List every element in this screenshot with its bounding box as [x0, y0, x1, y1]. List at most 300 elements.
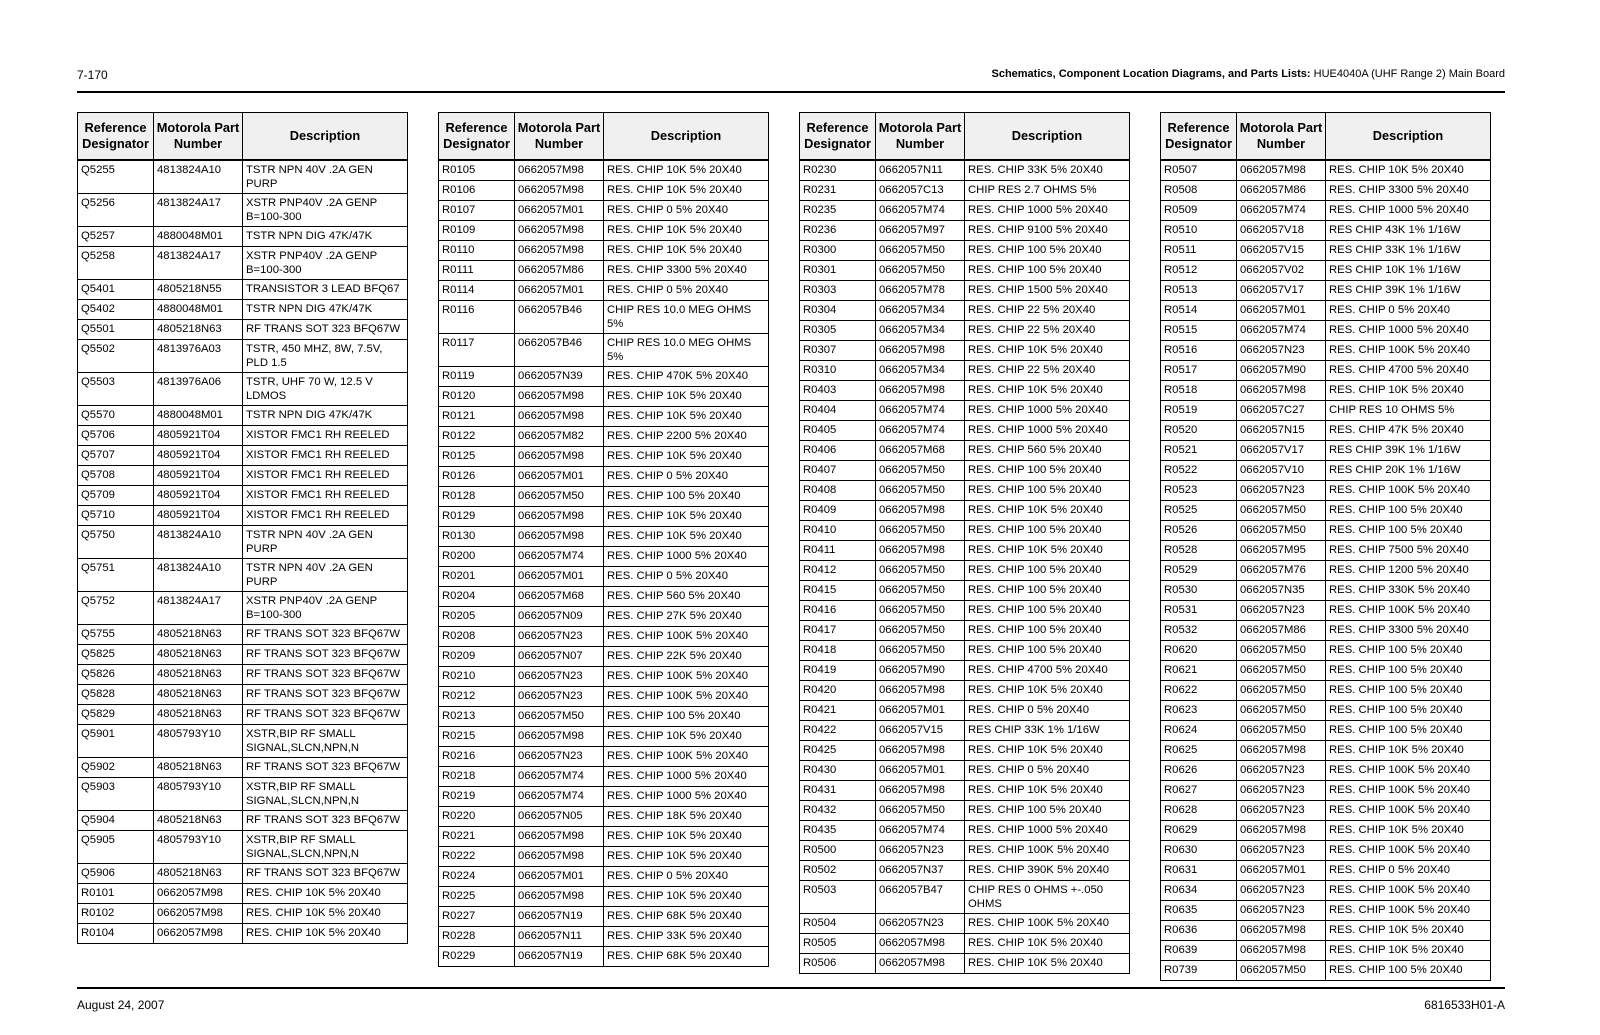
description-cell: RES. CHIP 2200 5% 20X40	[604, 427, 769, 447]
table-row	[800, 481, 1130, 501]
description-cell: RES. CHIP 100K 5% 20X40	[1326, 601, 1491, 621]
table-row	[78, 884, 408, 904]
part-number-cell: 0662057M74	[1237, 201, 1326, 221]
part-number-cell: 0662057M01	[876, 761, 965, 781]
part-number-cell: 0662057N23	[1237, 481, 1326, 501]
column-header-part-number: Motorola Part Number	[154, 113, 243, 161]
reference-cell: R0435	[800, 821, 876, 841]
part-number-cell: 0662057N05	[515, 807, 604, 827]
part-number-cell: 0662057M50	[876, 521, 965, 541]
part-number-cell: 0662057M74	[876, 201, 965, 221]
reference-cell: R0635	[1161, 901, 1237, 921]
reference-cell: R0410	[800, 521, 876, 541]
table-row	[1161, 761, 1491, 781]
reference-cell: R0526	[1161, 521, 1237, 541]
table-row	[1161, 941, 1491, 961]
table-row	[439, 301, 769, 334]
reference-cell: R0107	[439, 201, 515, 221]
footer-date: August 24, 2007	[77, 998, 165, 1012]
table-row	[439, 201, 769, 221]
part-number-cell: 0662057M50	[1237, 661, 1326, 681]
description-cell: RES. CHIP 560 5% 20X40	[604, 587, 769, 607]
table-row	[439, 221, 769, 241]
description-cell: XSTR PNP40V .2A GENP B=100-300	[243, 592, 408, 625]
reference-cell: R0208	[439, 627, 515, 647]
table-row	[1161, 181, 1491, 201]
description-cell: RES. CHIP 100 5% 20X40	[965, 641, 1130, 661]
reference-cell: R0432	[800, 801, 876, 821]
table-row	[800, 561, 1130, 581]
reference-cell: R0519	[1161, 401, 1237, 421]
description-cell: RES CHIP 10K 1% 1/16W	[1326, 261, 1491, 281]
reference-cell: R0114	[439, 281, 515, 301]
reference-cell: R0129	[439, 507, 515, 527]
table-row	[1161, 861, 1491, 881]
table-row	[1161, 661, 1491, 681]
reference-cell: Q5255	[78, 160, 154, 194]
description-cell: RES. CHIP 100 5% 20X40	[965, 521, 1130, 541]
description-cell: RES. CHIP 1000 5% 20X40	[604, 547, 769, 567]
reference-cell: R0508	[1161, 181, 1237, 201]
part-number-cell: 4813976A06	[154, 373, 243, 406]
part-number-cell: 0662057M74	[515, 787, 604, 807]
reference-cell: R0204	[439, 587, 515, 607]
part-number-cell: 0662057N23	[876, 841, 965, 861]
part-number-cell: 0662057M98	[876, 934, 965, 954]
part-number-cell: 0662057M86	[515, 261, 604, 281]
part-number-cell: 0662057M98	[515, 847, 604, 867]
part-number-cell: 0662057M01	[1237, 861, 1326, 881]
description-cell: RES. CHIP 100 5% 20X40	[1326, 701, 1491, 721]
description-cell: RES. CHIP 1000 5% 20X40	[965, 421, 1130, 441]
table-row	[800, 421, 1130, 441]
part-number-cell: 0662057N35	[1237, 581, 1326, 601]
table-row	[1161, 321, 1491, 341]
table-row	[800, 541, 1130, 561]
part-number-cell: 4813824A10	[154, 526, 243, 559]
part-number-cell: 0662057M50	[515, 487, 604, 507]
description-cell: RES. CHIP 10K 5% 20X40	[604, 387, 769, 407]
description-cell: RES. CHIP 10K 5% 20X40	[604, 181, 769, 201]
description-cell: RES. CHIP 10K 5% 20X40	[965, 381, 1130, 401]
description-cell: RES. CHIP 1000 5% 20X40	[1326, 201, 1491, 221]
part-number-cell: 0662057M74	[1237, 321, 1326, 341]
part-number-cell: 4813824A17	[154, 247, 243, 280]
description-cell: TSTR NPN 40V .2A GEN PURP	[243, 160, 408, 194]
description-cell: RES. CHIP 100 5% 20X40	[965, 561, 1130, 581]
reference-cell: R0621	[1161, 661, 1237, 681]
description-cell: RES. CHIP 100K 5% 20X40	[965, 841, 1130, 861]
table-row	[78, 559, 408, 592]
description-cell: CHIP RES 10.0 MEG OHMS 5%	[604, 301, 769, 334]
table-row	[78, 486, 408, 506]
table-header-row	[439, 113, 769, 161]
description-cell: XSTR PNP40V .2A GENP B=100-300	[243, 194, 408, 227]
part-number-cell: 0662057M01	[515, 567, 604, 587]
description-cell: RES. CHIP 22 5% 20X40	[965, 301, 1130, 321]
description-cell: RES. CHIP 10K 5% 20X40	[604, 507, 769, 527]
description-cell: RES. CHIP 100K 5% 20X40	[1326, 481, 1491, 501]
table-row	[800, 521, 1130, 541]
reference-cell: Q5905	[78, 831, 154, 864]
part-number-cell: 0662057M50	[876, 261, 965, 281]
reference-cell: R0518	[1161, 381, 1237, 401]
reference-cell: R0520	[1161, 421, 1237, 441]
reference-cell: R0517	[1161, 361, 1237, 381]
part-number-cell: 0662057M50	[876, 461, 965, 481]
part-number-cell: 0662057C27	[1237, 401, 1326, 421]
part-number-cell: 0662057M98	[515, 727, 604, 747]
table-row	[439, 387, 769, 407]
description-cell: RES. CHIP 9100 5% 20X40	[965, 221, 1130, 241]
table-row	[800, 381, 1130, 401]
description-cell: RES. CHIP 22 5% 20X40	[965, 361, 1130, 381]
parts-table-2	[438, 112, 769, 967]
reference-cell: Q5257	[78, 227, 154, 247]
table-row	[800, 781, 1130, 801]
description-cell: RES. CHIP 100K 5% 20X40	[604, 687, 769, 707]
description-cell: RES. CHIP 1000 5% 20X40	[604, 787, 769, 807]
description-cell: RES. CHIP 10K 5% 20X40	[965, 341, 1130, 361]
reference-cell: Q5501	[78, 320, 154, 340]
part-number-cell: 4805793Y10	[154, 831, 243, 864]
description-cell: RES CHIP 33K 1% 1/16W	[965, 721, 1130, 741]
part-number-cell: 0662057M98	[515, 221, 604, 241]
table-row	[1161, 821, 1491, 841]
description-cell: XSTR,BIP RF SMALL SIGNAL,SLCN,NPN,N	[243, 831, 408, 864]
description-cell: RES. CHIP 10K 5% 20X40	[604, 527, 769, 547]
part-number-cell: 0662057M97	[876, 221, 965, 241]
part-number-cell: 0662057M01	[515, 867, 604, 887]
table-row	[1161, 641, 1491, 661]
description-cell: RES. CHIP 100 5% 20X40	[1326, 521, 1491, 541]
description-cell: RES. CHIP 0 5% 20X40	[1326, 861, 1491, 881]
reference-cell: R0231	[800, 181, 876, 201]
part-number-cell: 4805218N63	[154, 685, 243, 705]
description-cell: RES. CHIP 10K 5% 20X40	[965, 934, 1130, 954]
part-number-cell: 0662057M50	[876, 561, 965, 581]
table-row	[78, 864, 408, 884]
part-number-cell: 0662057V15	[1237, 241, 1326, 261]
reference-cell: Q5503	[78, 373, 154, 406]
description-cell: RES. CHIP 22K 5% 20X40	[604, 647, 769, 667]
part-number-cell: 0662057N23	[515, 667, 604, 687]
part-number-cell: 0662057M98	[876, 954, 965, 974]
table-row	[78, 811, 408, 831]
reference-cell: R0639	[1161, 941, 1237, 961]
table-row	[439, 847, 769, 867]
description-cell: RES. CHIP 10K 5% 20X40	[1326, 941, 1491, 961]
table-row	[1161, 561, 1491, 581]
table-row	[78, 665, 408, 685]
part-number-cell: 0662057B46	[515, 334, 604, 367]
table-row	[78, 625, 408, 645]
part-number-cell: 0662057M76	[1237, 561, 1326, 581]
part-number-cell: 0662057M50	[876, 801, 965, 821]
reference-cell: R0739	[1161, 961, 1237, 981]
table-row	[78, 758, 408, 778]
reference-cell: Q5906	[78, 864, 154, 884]
part-number-cell: 0662057M98	[1237, 160, 1326, 181]
description-cell: XISTOR FMC1 RH REELED	[243, 426, 408, 446]
reference-cell: R0201	[439, 567, 515, 587]
reference-cell: Q5402	[78, 300, 154, 320]
reference-cell: Q5256	[78, 194, 154, 227]
part-number-cell: 4805921T04	[154, 506, 243, 526]
reference-cell: R0221	[439, 827, 515, 847]
description-cell: XISTOR FMC1 RH REELED	[243, 486, 408, 506]
reference-cell: R0230	[800, 160, 876, 181]
part-number-cell: 0662057M74	[515, 547, 604, 567]
part-number-cell: 0662057M86	[1237, 181, 1326, 201]
header-rule	[77, 91, 1505, 93]
table-row	[1161, 281, 1491, 301]
table-row	[78, 300, 408, 320]
part-number-cell: 0662057N19	[515, 907, 604, 927]
part-number-cell: 4805218N63	[154, 645, 243, 665]
description-cell: RES. CHIP 470K 5% 20X40	[604, 367, 769, 387]
reference-cell: Q5826	[78, 665, 154, 685]
reference-cell: Q5755	[78, 625, 154, 645]
reference-cell: R0130	[439, 527, 515, 547]
description-cell: RES. CHIP 0 5% 20X40	[965, 701, 1130, 721]
part-number-cell: 0662057M98	[515, 160, 604, 181]
part-number-cell: 0662057M98	[1237, 941, 1326, 961]
part-number-cell: 4813824A10	[154, 160, 243, 194]
description-cell: RES CHIP 39K 1% 1/16W	[1326, 441, 1491, 461]
reference-cell: Q5708	[78, 466, 154, 486]
part-number-cell: 0662057M50	[1237, 681, 1326, 701]
reference-cell: R0404	[800, 401, 876, 421]
description-cell: RES. CHIP 10K 5% 20X40	[604, 447, 769, 467]
table-row	[439, 367, 769, 387]
reference-cell: R0422	[800, 721, 876, 741]
table-row	[1161, 201, 1491, 221]
reference-cell: Q5502	[78, 340, 154, 373]
table-row	[439, 947, 769, 967]
description-cell: RES. CHIP 10K 5% 20X40	[1326, 921, 1491, 941]
table-row	[439, 867, 769, 887]
part-number-cell: 4805218N63	[154, 758, 243, 778]
reference-cell: Q5707	[78, 446, 154, 466]
part-number-cell: 0662057N23	[1237, 761, 1326, 781]
table-row	[78, 406, 408, 426]
description-cell: RES. CHIP 10K 5% 20X40	[604, 827, 769, 847]
description-cell: RES. CHIP 4700 5% 20X40	[1326, 361, 1491, 381]
part-number-cell: 0662057M74	[876, 421, 965, 441]
description-cell: XSTR,BIP RF SMALL SIGNAL,SLCN,NPN,N	[243, 778, 408, 811]
part-number-cell: 4813824A10	[154, 559, 243, 592]
reference-cell: R0431	[800, 781, 876, 801]
table-row	[78, 924, 408, 944]
table-row	[78, 227, 408, 247]
reference-cell: R0225	[439, 887, 515, 907]
description-cell: TSTR NPN DIG 47K/47K	[243, 227, 408, 247]
part-number-cell: 0662057M78	[876, 281, 965, 301]
reference-cell: R0425	[800, 741, 876, 761]
table-row	[800, 261, 1130, 281]
part-number-cell: 0662057M74	[515, 767, 604, 787]
table-row	[439, 427, 769, 447]
part-number-cell: 0662057M95	[1237, 541, 1326, 561]
part-number-cell: 0662057N39	[515, 367, 604, 387]
reference-cell: R0504	[800, 914, 876, 934]
table-row	[439, 334, 769, 367]
part-number-cell: 0662057V10	[1237, 461, 1326, 481]
description-cell: RES. CHIP 100 5% 20X40	[965, 801, 1130, 821]
part-number-cell: 0662057M98	[515, 407, 604, 427]
part-number-cell: 0662057C13	[876, 181, 965, 201]
reference-cell: R0529	[1161, 561, 1237, 581]
part-number-cell: 4813824A17	[154, 592, 243, 625]
table-row	[1161, 841, 1491, 861]
table-row	[439, 647, 769, 667]
part-number-cell: 0662057N23	[1237, 781, 1326, 801]
description-cell: XSTR PNP40V .2A GENP B=100-300	[243, 247, 408, 280]
reference-cell: R0631	[1161, 861, 1237, 881]
table-row	[78, 247, 408, 280]
reference-cell: R0229	[439, 947, 515, 967]
table-header-row	[78, 113, 408, 161]
reference-cell: R0627	[1161, 781, 1237, 801]
table-row	[439, 527, 769, 547]
description-cell: TSTR NPN 40V .2A GEN PURP	[243, 559, 408, 592]
reference-cell: R0105	[439, 160, 515, 181]
part-number-cell: 0662057M50	[876, 241, 965, 261]
part-number-cell: 4805218N63	[154, 705, 243, 725]
table-row	[800, 701, 1130, 721]
part-number-cell: 4880048M01	[154, 300, 243, 320]
parts-table-4	[1160, 112, 1491, 981]
table-row	[78, 904, 408, 924]
reference-cell: R0403	[800, 381, 876, 401]
description-cell: RES. CHIP 0 5% 20X40	[604, 201, 769, 221]
description-cell: RES. CHIP 100K 5% 20X40	[1326, 801, 1491, 821]
description-cell: RES. CHIP 100K 5% 20X40	[1326, 841, 1491, 861]
reference-cell: R0101	[78, 884, 154, 904]
part-number-cell: 4805921T04	[154, 466, 243, 486]
table-row	[78, 373, 408, 406]
description-cell: RES. CHIP 100 5% 20X40	[965, 601, 1130, 621]
part-number-cell: 0662057M34	[876, 361, 965, 381]
description-cell: RES. CHIP 100 5% 20X40	[965, 481, 1130, 501]
table-row	[78, 831, 408, 864]
reference-cell: R0412	[800, 561, 876, 581]
reference-cell: R0235	[800, 201, 876, 221]
part-number-cell: 0662057N07	[515, 647, 604, 667]
description-cell: XISTOR FMC1 RH REELED	[243, 466, 408, 486]
table-row	[78, 778, 408, 811]
reference-cell: R0111	[439, 261, 515, 281]
table-row	[1161, 501, 1491, 521]
page-header-title	[991, 68, 1505, 80]
reference-cell: R0636	[1161, 921, 1237, 941]
table-row	[800, 881, 1130, 914]
table-row	[439, 887, 769, 907]
table-row	[439, 727, 769, 747]
part-number-cell: 0662057M50	[1237, 501, 1326, 521]
reference-cell: Q5570	[78, 406, 154, 426]
description-cell: RES. CHIP 100K 5% 20X40	[604, 627, 769, 647]
reference-cell: Q5751	[78, 559, 154, 592]
part-number-cell: 4805218N63	[154, 665, 243, 685]
part-number-cell: 0662057M01	[1237, 301, 1326, 321]
reference-cell: Q5750	[78, 526, 154, 559]
table-row	[800, 281, 1130, 301]
table-row	[800, 621, 1130, 641]
part-number-cell: 0662057M01	[876, 701, 965, 721]
part-number-cell: 4805218N63	[154, 625, 243, 645]
table-row	[439, 567, 769, 587]
description-cell: TSTR, 450 MHZ, 8W, 7.5V, PLD 1.5	[243, 340, 408, 373]
description-cell: TSTR NPN DIG 47K/47K	[243, 300, 408, 320]
table-row	[800, 934, 1130, 954]
part-number-cell: 0662057M50	[1237, 961, 1326, 981]
reference-cell: R0407	[800, 461, 876, 481]
table-row	[1161, 721, 1491, 741]
reference-cell: R0122	[439, 427, 515, 447]
description-cell: RES. CHIP 22 5% 20X40	[965, 321, 1130, 341]
table-row	[78, 194, 408, 227]
part-number-cell: 0662057M98	[154, 904, 243, 924]
description-cell: RES. CHIP 100 5% 20X40	[604, 487, 769, 507]
table-row	[800, 954, 1130, 974]
description-cell: RES. CHIP 100 5% 20X40	[1326, 961, 1491, 981]
table-row	[1161, 381, 1491, 401]
table-row	[78, 160, 408, 194]
description-cell: RES. CHIP 10K 5% 20X40	[604, 241, 769, 261]
reference-cell: Q5825	[78, 645, 154, 665]
table-row	[800, 441, 1130, 461]
reference-cell: R0216	[439, 747, 515, 767]
table-row	[439, 807, 769, 827]
table-row	[800, 761, 1130, 781]
description-cell: RES. CHIP 7500 5% 20X40	[1326, 541, 1491, 561]
part-number-cell: 0662057V15	[876, 721, 965, 741]
part-number-cell: 0662057M98	[154, 924, 243, 944]
part-number-cell: 0662057M98	[154, 884, 243, 904]
table-row	[1161, 801, 1491, 821]
parts-table-3	[799, 112, 1130, 974]
table-row	[800, 861, 1130, 881]
part-number-cell: 0662057M86	[1237, 621, 1326, 641]
part-number-cell: 0662057N23	[515, 627, 604, 647]
description-cell: RES. CHIP 1000 5% 20X40	[965, 821, 1130, 841]
description-cell: TSTR, UHF 70 W, 12.5 V LDMOS	[243, 373, 408, 406]
description-cell: TSTR NPN 40V .2A GEN PURP	[243, 526, 408, 559]
table-row	[439, 487, 769, 507]
table-row	[439, 687, 769, 707]
description-cell: RF TRANS SOT 323 BFQ67W	[243, 758, 408, 778]
part-number-cell: 0662057M98	[515, 887, 604, 907]
description-cell: RF TRANS SOT 323 BFQ67W	[243, 811, 408, 831]
description-cell: CHIP RES 10.0 MEG OHMS 5%	[604, 334, 769, 367]
part-number-cell: 0662057M68	[876, 441, 965, 461]
reference-cell: R0303	[800, 281, 876, 301]
table-row	[1161, 781, 1491, 801]
description-cell: RES. CHIP 68K 5% 20X40	[604, 947, 769, 967]
part-number-cell: 0662057M74	[876, 821, 965, 841]
reference-cell: Q5709	[78, 486, 154, 506]
part-number-cell: 0662057M98	[876, 341, 965, 361]
part-number-cell: 0662057M98	[876, 541, 965, 561]
table-row	[1161, 541, 1491, 561]
reference-cell: R0530	[1161, 581, 1237, 601]
header-title-rest: HUE4040A (UHF Range 2) Main Board	[1313, 68, 1505, 80]
description-cell: RES. CHIP 10K 5% 20X40	[604, 727, 769, 747]
part-number-cell: 4805218N55	[154, 280, 243, 300]
description-cell: RES. CHIP 1200 5% 20X40	[1326, 561, 1491, 581]
